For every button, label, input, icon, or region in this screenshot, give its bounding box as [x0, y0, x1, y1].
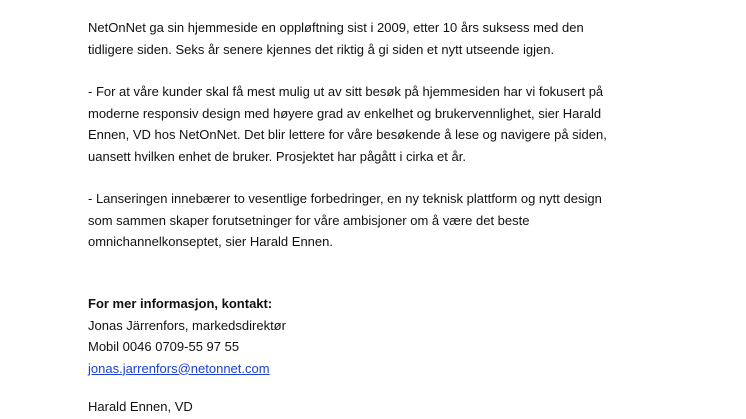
text-line: tidligere siden. Seks år senere kjennes det riktig å gi siden et nytt utseende igjen.: [88, 41, 555, 57]
contact-email-link[interactable]: jonas.jarrenfors@netonnet.com: [88, 360, 270, 376]
contact-block-second: [88, 396, 193, 418]
text-line: NetOnNet ga sin hjemmeside en oppløftning sist i 2009, etter 10 års suksess med den: [88, 20, 584, 35]
text-line: - Lanseringen innebærer to vesentlige forbedringer, en ny teknisk plattform og nytt design: [88, 191, 602, 206]
contact-name: Harald Ennen, VD: [88, 399, 193, 414]
contact-heading: For mer informasjon, kontakt:: [88, 296, 273, 311]
paragraph-quote-launch: [88, 188, 602, 253]
text-line: - For at våre kunder skal få mest mulig ut av sitt besøk på hjemmesiden har vi fokusert på: [88, 84, 604, 99]
contact-phone: Mobil 0046 0709-55 97 55: [88, 339, 240, 354]
text-line: Ennen, VD hos NetOnNet. Det blir lettere for våre besøkende å lese og navigere på siden,: [88, 127, 607, 142]
text-line: uansett hvilken enhet de bruker. Prosjektet har pågått i cirka et år.: [88, 148, 466, 164]
text-line: omnichannelkonseptet, sier Harald Ennen.: [88, 234, 333, 249]
paragraph-quote-responsive-design: [88, 81, 607, 167]
text-line: moderne responsiv design med høyere grad av enkelhet og brukervennlighet, sier Harald: [88, 105, 602, 121]
paragraph-intro: [88, 17, 584, 60]
text-line: som sammen skaper forutsetninger for våre ambisjoner om å være det beste: [88, 212, 530, 228]
contact-name: Jonas Järrenfors, markedsdirektør: [88, 317, 286, 333]
contact-block: [88, 293, 286, 379]
